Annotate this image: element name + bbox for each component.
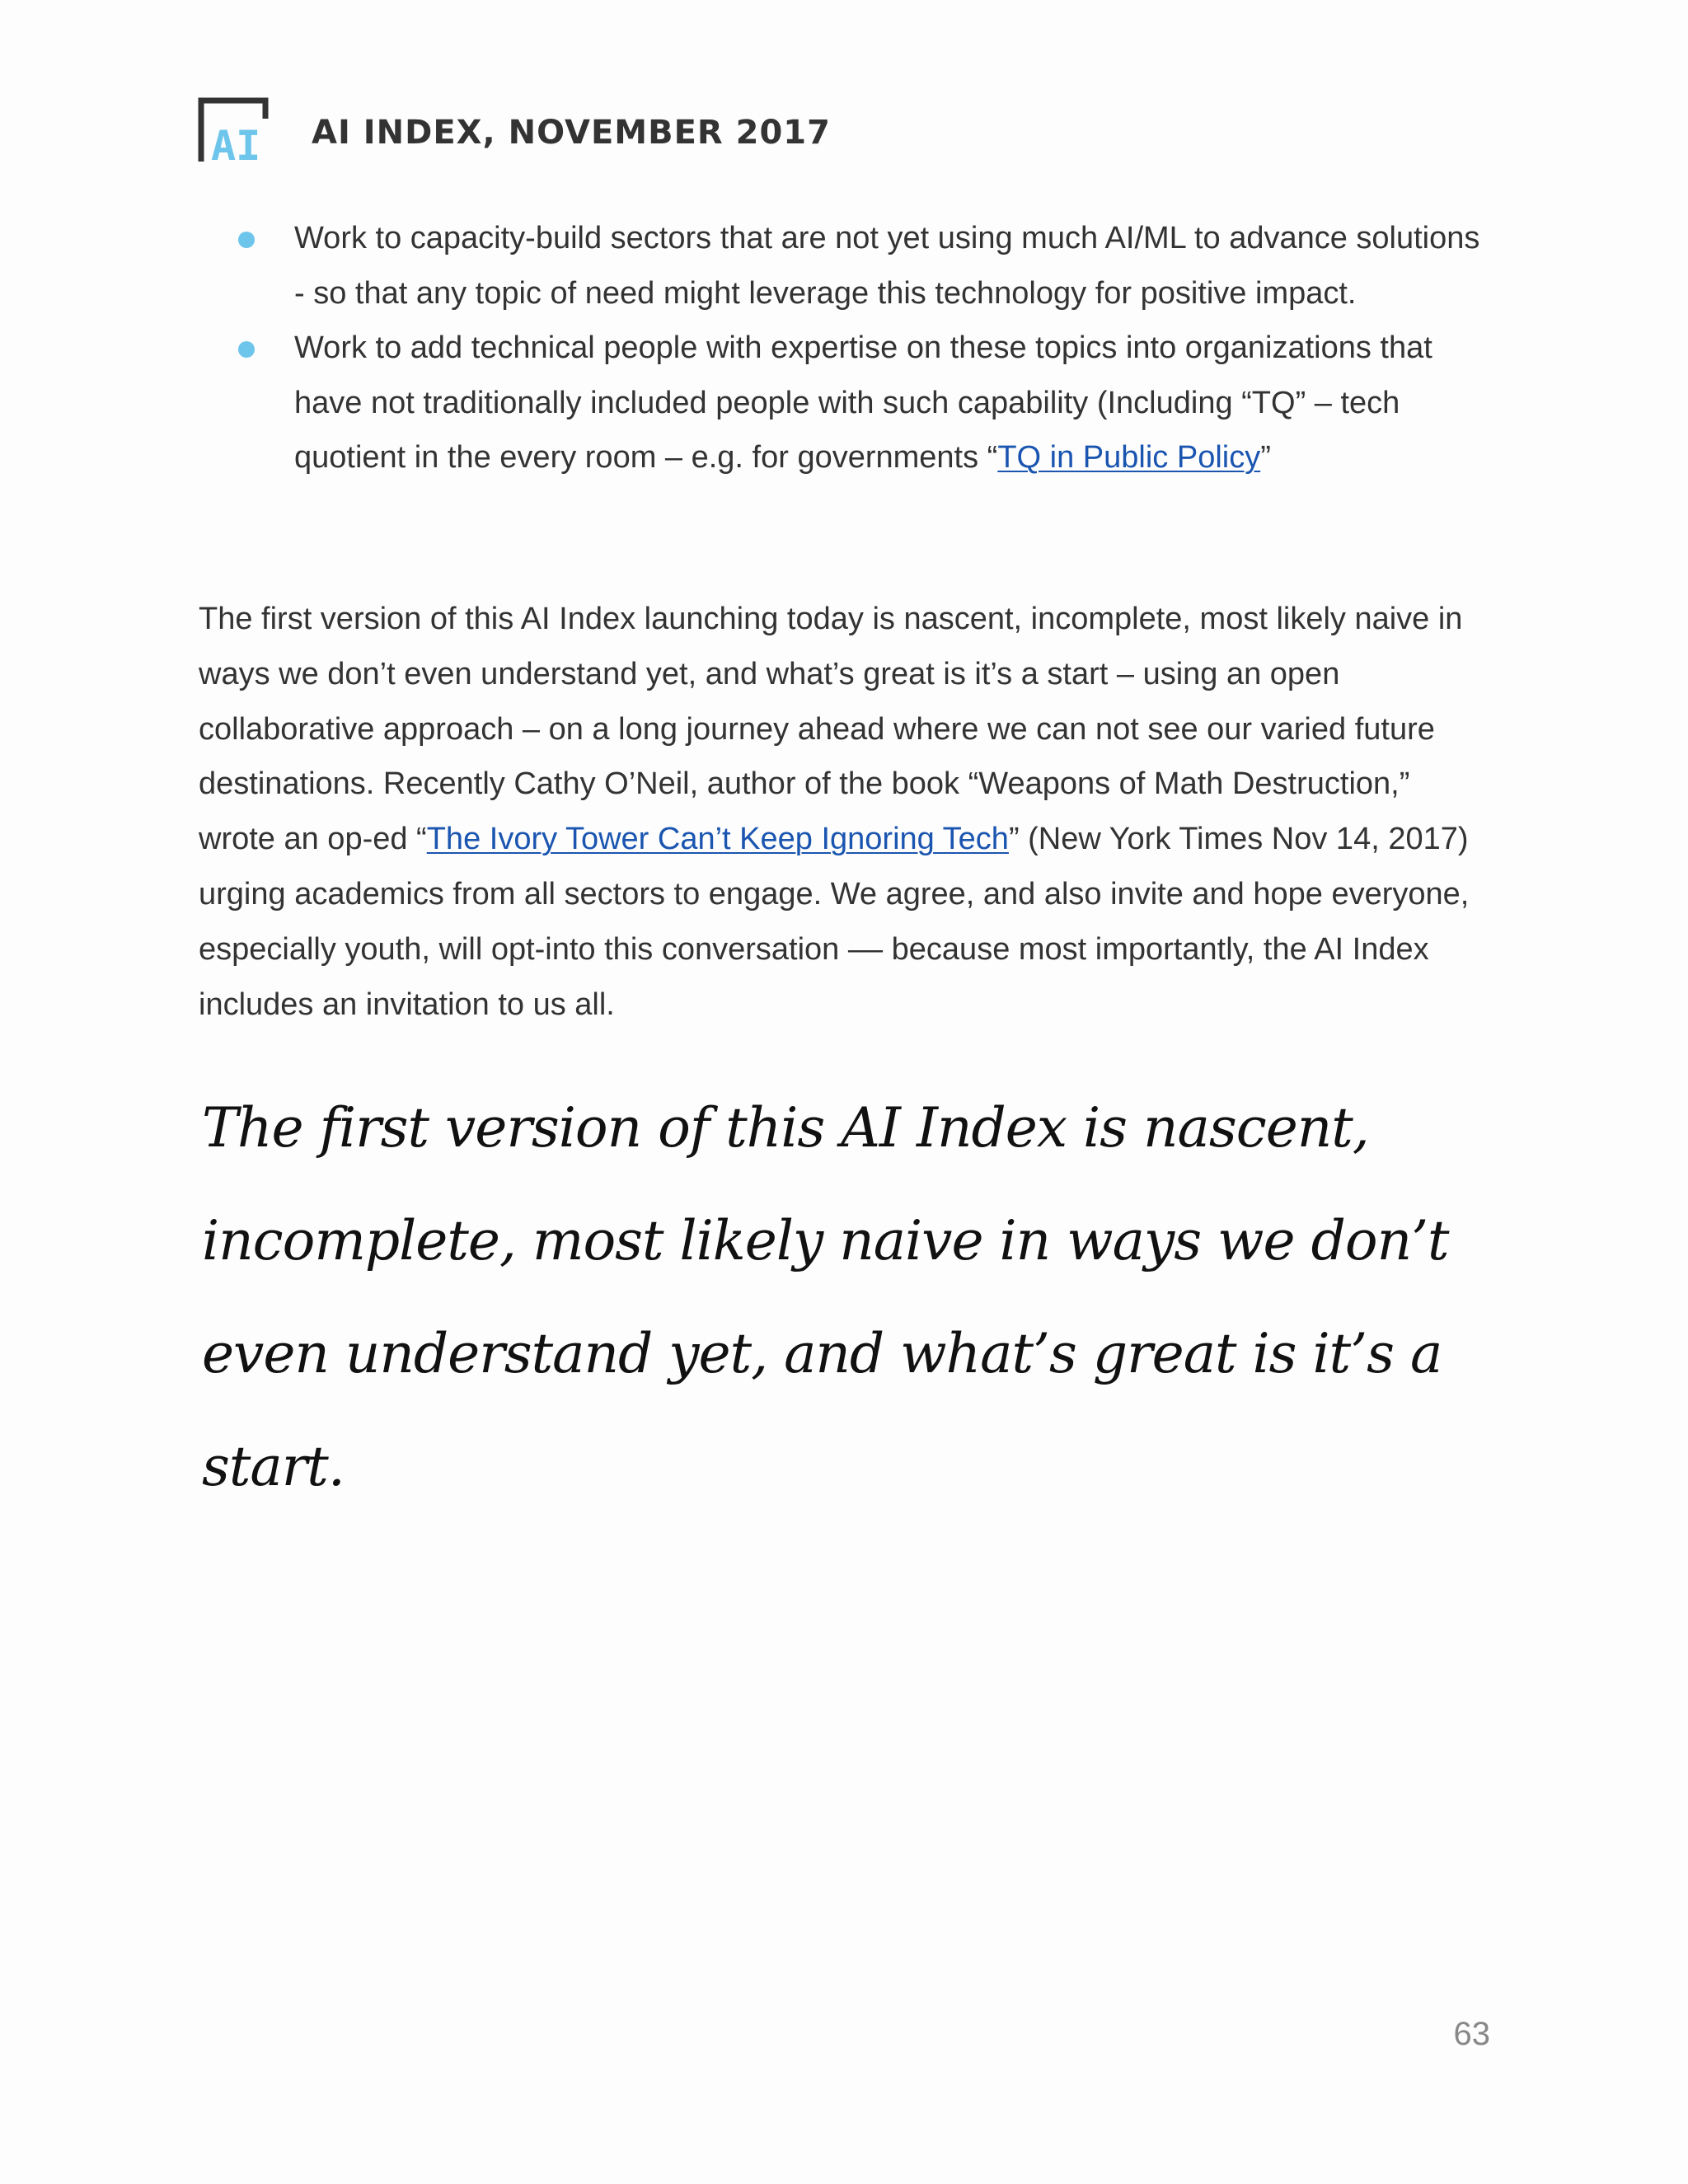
bullet-list	[233, 211, 1486, 485]
bullet-text: Work to add technical people with expertise on these topics into organizations that have not traditionally included people with such capability (Including “TQ” – tech quotient in the every room – e.g. for governments “	[294, 330, 1432, 475]
page-header	[198, 97, 831, 163]
list-item	[233, 321, 1486, 485]
page-number: 63	[1453, 2016, 1490, 2052]
ai-index-logo	[198, 97, 270, 163]
bullet-icon	[238, 232, 255, 248]
body-paragraph	[199, 592, 1484, 1032]
paragraph-text: The first version of this AI Index launching today is nascent, incomplete, most likely naive in ways we don’t even understand yet, and what’s great is it’s a start – using an open collaborative approach – on a long journey ahead where we can not see our varied future destinations. Recently Cathy O’Neil, author of the book “Weapons of Math Destruction,” wrote an op-ed “	[199, 602, 1463, 857]
tq-in-public-policy-link[interactable]: TQ in Public Policy	[997, 440, 1261, 475]
svg-text:AI: AI	[211, 122, 261, 163]
list-item	[233, 211, 1486, 321]
ivory-tower-article-link[interactable]: The Ivory Tower Can’t Keep Ignoring Tech	[426, 822, 1009, 857]
document-title: AI INDEX, NOVEMBER 2017	[312, 114, 831, 152]
bullet-text: Work to capacity-build sectors that are not yet using much AI/ML to advance solutions - so that any topic of need might leverage this technology for positive impact.	[294, 221, 1480, 311]
paragraph-text-end: ” (New York Times Nov 14, 2017) urging academics from all sectors to engage. We agree, and also invite and hope everyone, especially youth, will opt-into this conversation –– because most importantly, the AI Index includes an invitation to us all.	[199, 822, 1470, 1022]
bullet-text-end: ”	[1260, 440, 1271, 475]
pull-quote: The first version of this AI Index is nascent, incomplete, most likely naive in ways we don’t even understand yet, and what’s great is it’s a start.	[202, 1096, 1449, 1498]
bullet-icon	[238, 341, 255, 358]
